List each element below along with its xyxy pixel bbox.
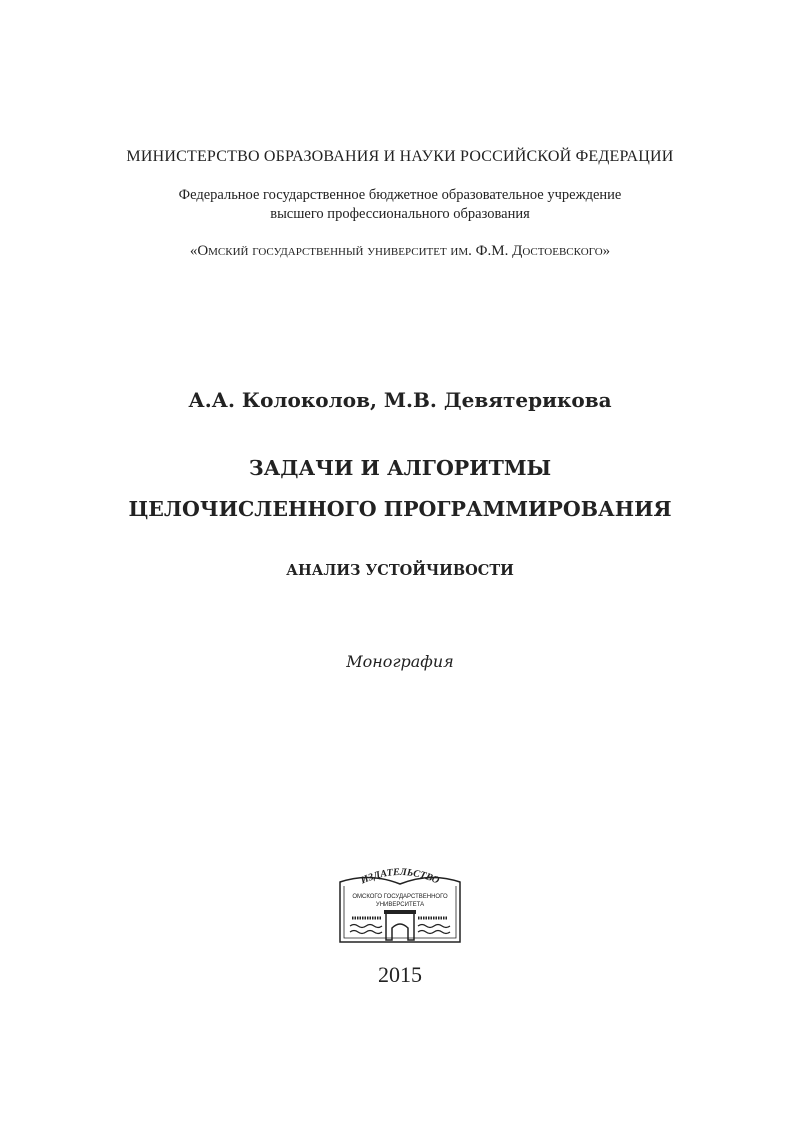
institution-line-2: высшего профессионального образования [270, 206, 530, 222]
publisher-logo [336, 862, 464, 948]
genre-label: Монография [346, 652, 454, 671]
publication-year: 2015 [378, 962, 422, 987]
book-subtitle: АНАЛИЗ УСТОЙЧИВОСТИ [286, 562, 514, 579]
svg-text:УНИВЕРСИТЕТА: УНИВЕРСИТЕТА [375, 902, 425, 908]
university-name: «Омский государственный университет им. Ф.М. Достоевского» [189, 243, 611, 259]
book-title-line-2: ЦЕЛОЧИСЛЕННОГО ПРОГРАММИРОВАНИЯ [128, 497, 672, 521]
authors: А.А. Колоколов, М.В. Девятерикова [188, 388, 612, 412]
ministry-name: МИНИСТЕРСТВО ОБРАЗОВАНИЯ И НАУКИ РОССИЙСКОЙ ФЕДЕРАЦИИ [126, 148, 674, 165]
book-title-line-1: ЗАДАЧИ И АЛГОРИТМЫ [248, 456, 552, 480]
institution-line-1: Федеральное государственное бюджетное образовательное учреждение [178, 187, 622, 203]
svg-text:ОМСКОГО ГОСУДАРСТВЕННОГО: ОМСКОГО ГОСУДАРСТВЕННОГО [352, 894, 448, 900]
svg-text:ИЗДАТЕЛЬСТВО: ИЗДАТЕЛЬСТВО [359, 866, 441, 887]
